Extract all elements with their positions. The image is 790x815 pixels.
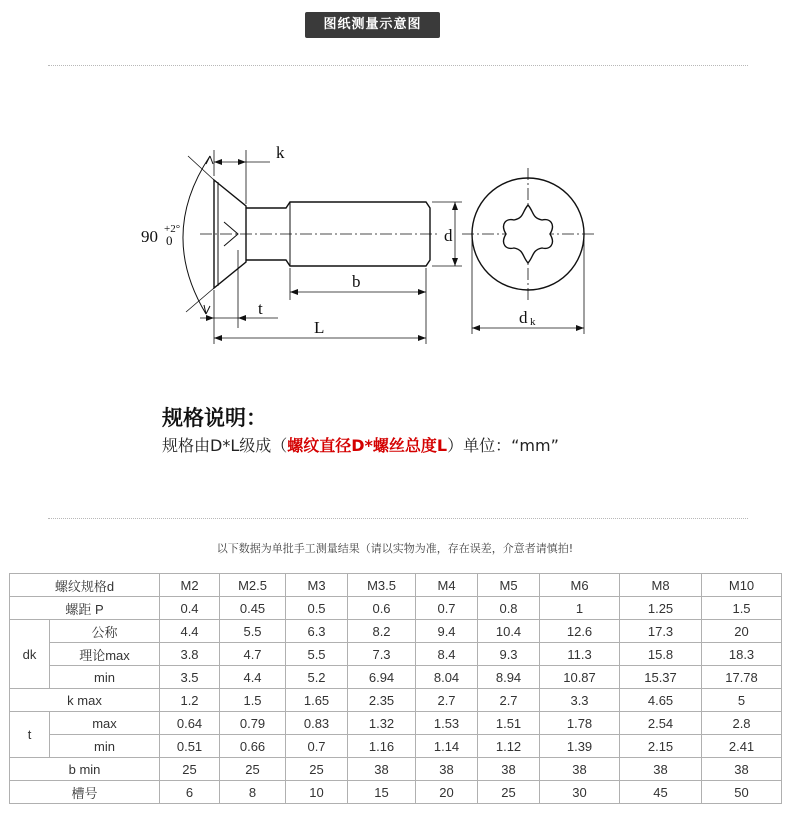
label-d: d — [444, 226, 453, 245]
label-L: L — [314, 318, 325, 337]
table-cell: 1.12 — [478, 735, 540, 758]
table-cell: 6.3 — [286, 620, 348, 643]
table-cell: 1.65 — [286, 689, 348, 712]
table-cell: M2.5 — [220, 574, 286, 597]
table-cell: 10.87 — [540, 666, 620, 689]
label-dk-sub: k — [530, 316, 536, 328]
spec-highlight: 螺纹直径D*螺丝总度L — [287, 436, 448, 455]
dk-nominal-label-cell: 公称 — [50, 620, 160, 643]
table-cell: 6.94 — [348, 666, 416, 689]
table-cell: 0.83 — [286, 712, 348, 735]
table-cell: 38 — [478, 758, 540, 781]
table-cell: 1.25 — [620, 597, 702, 620]
table-row — [10, 712, 782, 735]
table-cell: 15 — [348, 781, 416, 804]
table-cell: 0.7 — [416, 597, 478, 620]
label-dk: d — [519, 308, 528, 327]
spec-prefix: 规格由D*L级成（ — [162, 436, 288, 455]
table-row — [10, 758, 782, 781]
label-t: t — [258, 299, 263, 318]
pitch-label-cell: 螺距 P — [10, 597, 160, 620]
table-cell: 15.37 — [620, 666, 702, 689]
table-cell: 5.2 — [286, 666, 348, 689]
label-angle-plus: +2° — [164, 223, 181, 235]
table-cell: 1.14 — [416, 735, 478, 758]
table-row — [10, 666, 782, 689]
table-cell: 38 — [702, 758, 782, 781]
measurement-note: 以下数据为单批手工测量结果（请以实物为准，存在误差，介意者请慎拍! — [216, 542, 574, 555]
table-cell: 8.4 — [416, 643, 478, 666]
table-cell: M3 — [286, 574, 348, 597]
dk-min-label-cell: min — [50, 666, 160, 689]
table-cell: 1.32 — [348, 712, 416, 735]
table-cell: 6 — [160, 781, 220, 804]
table-cell: 0.79 — [220, 712, 286, 735]
table-cell: 10.4 — [478, 620, 540, 643]
table-cell: M5 — [478, 574, 540, 597]
table-cell: 0.5 — [286, 597, 348, 620]
table-cell: 20 — [702, 620, 782, 643]
table-row — [10, 689, 782, 712]
table-cell: 8.04 — [416, 666, 478, 689]
table-cell: 8 — [220, 781, 286, 804]
table-cell: 5.5 — [286, 643, 348, 666]
table-row — [10, 735, 782, 758]
torx-drive-icon — [504, 205, 553, 263]
table-cell: 1.5 — [702, 597, 782, 620]
table-cell: 1.5 — [220, 689, 286, 712]
table-cell: 17.78 — [702, 666, 782, 689]
t-label-cell: t — [10, 712, 50, 758]
table-cell: 0.6 — [348, 597, 416, 620]
table-cell: 4.65 — [620, 689, 702, 712]
table-cell: 11.3 — [540, 643, 620, 666]
table-cell: 38 — [540, 758, 620, 781]
table-cell: 2.54 — [620, 712, 702, 735]
table-cell: 1.39 — [540, 735, 620, 758]
table-cell: 4.7 — [220, 643, 286, 666]
dk-label-cell: dk — [10, 620, 50, 689]
spec-description — [162, 433, 559, 456]
table-cell: 1 — [540, 597, 620, 620]
table-cell: 30 — [540, 781, 620, 804]
table-row — [10, 781, 782, 804]
table-cell: 5.5 — [220, 620, 286, 643]
spec-suffix: ）单位：“mm” — [447, 436, 559, 455]
table-cell: 0.51 — [160, 735, 220, 758]
table-cell: M2 — [160, 574, 220, 597]
table-cell: 38 — [416, 758, 478, 781]
spec-table — [9, 573, 782, 804]
table-cell: M3.5 — [348, 574, 416, 597]
table-cell: 1.2 — [160, 689, 220, 712]
table-cell: 25 — [220, 758, 286, 781]
divider-middle — [48, 518, 748, 519]
label-k: k — [276, 143, 285, 162]
b-label-cell: b min — [10, 758, 160, 781]
table-cell: 45 — [620, 781, 702, 804]
table-cell: M8 — [620, 574, 702, 597]
table-cell: 0.7 — [286, 735, 348, 758]
table-cell: 0.45 — [220, 597, 286, 620]
table-cell: 8.2 — [348, 620, 416, 643]
table-cell: 25 — [286, 758, 348, 781]
table-cell: 0.66 — [220, 735, 286, 758]
table-cell: 38 — [348, 758, 416, 781]
table-row — [10, 643, 782, 666]
table-cell: 50 — [702, 781, 782, 804]
k-label-cell: k max — [10, 689, 160, 712]
table-cell: 10 — [286, 781, 348, 804]
table-cell: 2.7 — [478, 689, 540, 712]
table-cell: 8.94 — [478, 666, 540, 689]
table-cell: 1.53 — [416, 712, 478, 735]
table-cell: 1.78 — [540, 712, 620, 735]
section-title-tab: 图纸测量示意图 — [305, 12, 440, 38]
table-cell: 3.3 — [540, 689, 620, 712]
table-cell: 20 — [416, 781, 478, 804]
table-cell: M10 — [702, 574, 782, 597]
table-cell: 12.6 — [540, 620, 620, 643]
label-angle: 90 — [141, 227, 158, 246]
table-cell: 25 — [478, 781, 540, 804]
table-cell: M6 — [540, 574, 620, 597]
table-cell: 5 — [702, 689, 782, 712]
table-cell: 2.41 — [702, 735, 782, 758]
table-cell: 1.51 — [478, 712, 540, 735]
t-max-label-cell: max — [50, 712, 160, 735]
table-row — [10, 597, 782, 620]
spec-title: 规格说明： — [162, 406, 267, 430]
table-cell: 7.3 — [348, 643, 416, 666]
table-row — [10, 620, 782, 643]
table-cell: 2.15 — [620, 735, 702, 758]
table-row — [10, 574, 782, 597]
table-cell: 3.5 — [160, 666, 220, 689]
dk-max-label-cell: 理论max — [50, 643, 160, 666]
table-cell: 2.8 — [702, 712, 782, 735]
table-cell: 15.8 — [620, 643, 702, 666]
table-cell: 2.7 — [416, 689, 478, 712]
table-cell: 0.4 — [160, 597, 220, 620]
t-min-label-cell: min — [50, 735, 160, 758]
table-cell: 4.4 — [160, 620, 220, 643]
table-cell: 17.3 — [620, 620, 702, 643]
table-cell: 3.8 — [160, 643, 220, 666]
table-cell: 18.3 — [702, 643, 782, 666]
table-cell: 25 — [160, 758, 220, 781]
table-cell: 38 — [620, 758, 702, 781]
table-cell: 9.4 — [416, 620, 478, 643]
angle-arc — [183, 156, 210, 314]
label-b: b — [352, 272, 361, 291]
table-cell: 0.64 — [160, 712, 220, 735]
header-label-cell: 螺纹规格d — [10, 574, 160, 597]
table-cell: 0.8 — [478, 597, 540, 620]
table-cell: 2.35 — [348, 689, 416, 712]
label-angle-zero: 0 — [166, 233, 173, 248]
screw-drawing — [0, 0, 790, 360]
table-cell: 9.3 — [478, 643, 540, 666]
slot-label-cell: 槽号 — [10, 781, 160, 804]
table-cell: M4 — [416, 574, 478, 597]
table-cell: 4.4 — [220, 666, 286, 689]
table-cell: 1.16 — [348, 735, 416, 758]
